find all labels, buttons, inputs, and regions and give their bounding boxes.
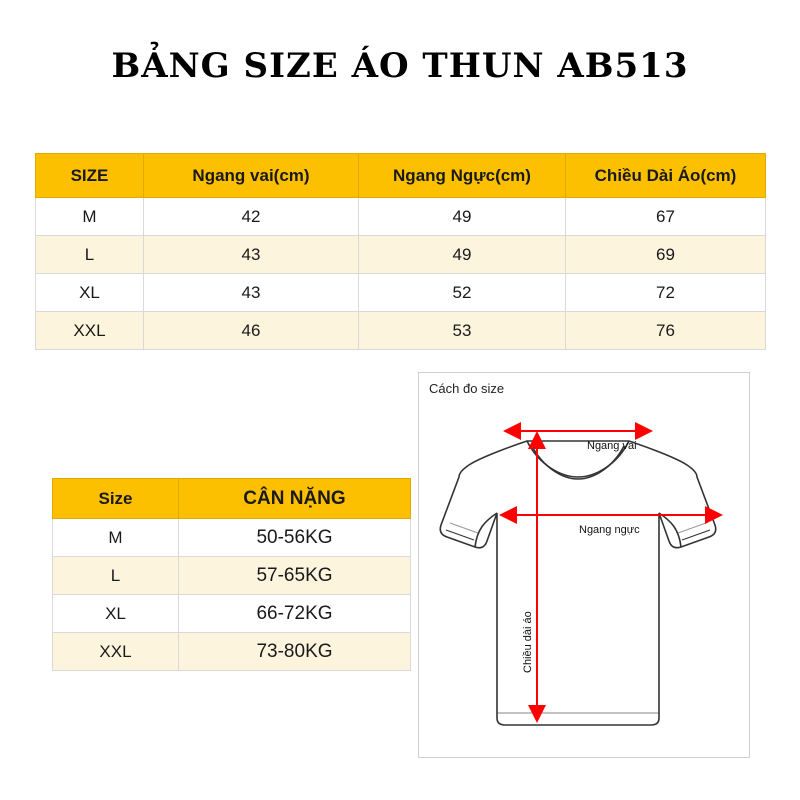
- cell-length: 69: [566, 236, 766, 274]
- cell-shoulder: 43: [144, 274, 359, 312]
- cell-size: XL: [36, 274, 144, 312]
- table-row: [53, 595, 411, 633]
- diagram-caption: Cách đo size: [429, 381, 505, 396]
- column-header-chest: Ngang Ngực(cm): [359, 154, 566, 198]
- cell-chest: 49: [359, 198, 566, 236]
- cell-length: 67: [566, 198, 766, 236]
- cell-weight: 73-80KG: [179, 633, 411, 671]
- cell-size: XL: [53, 595, 179, 633]
- measurement-diagram-panel: [418, 372, 750, 758]
- length-label: Chiều dài áo: [522, 611, 534, 673]
- table-row: [53, 519, 411, 557]
- cell-size: L: [53, 557, 179, 595]
- cell-length: 72: [566, 274, 766, 312]
- table-row: [36, 274, 766, 312]
- cell-chest: 52: [359, 274, 566, 312]
- column-header-size: Size: [53, 479, 179, 519]
- cell-chest: 53: [359, 312, 566, 350]
- cell-weight: 57-65KG: [179, 557, 411, 595]
- column-header-shoulder: Ngang vai(cm): [144, 154, 359, 198]
- tshirt-outline: [440, 441, 716, 725]
- weight-header-row: [53, 479, 411, 519]
- table-row: [53, 633, 411, 671]
- cell-shoulder: 42: [144, 198, 359, 236]
- cell-weight: 50-56KG: [179, 519, 411, 557]
- table-header-row: [36, 154, 766, 198]
- column-header-size: SIZE: [36, 154, 144, 198]
- table-row: [53, 557, 411, 595]
- weight-table: [52, 478, 411, 671]
- cell-size: XXL: [36, 312, 144, 350]
- table-row: [36, 236, 766, 274]
- cell-size: M: [36, 198, 144, 236]
- shoulder-label: Ngang vai: [587, 440, 637, 452]
- page-title: BẢNG SIZE ÁO THUN AB513: [111, 46, 689, 86]
- chest-label: Ngang ngực: [579, 524, 640, 536]
- cell-chest: 49: [359, 236, 566, 274]
- cell-size: M: [53, 519, 179, 557]
- cell-shoulder: 43: [144, 236, 359, 274]
- column-header-length: Chiều Dài Áo(cm): [566, 154, 766, 198]
- cell-shoulder: 46: [144, 312, 359, 350]
- table-row: [36, 312, 766, 350]
- column-header-weight: CÂN NẶNG: [179, 479, 411, 519]
- cell-weight: 66-72KG: [179, 595, 411, 633]
- table-row: [36, 198, 766, 236]
- cell-size: XXL: [53, 633, 179, 671]
- cell-length: 76: [566, 312, 766, 350]
- cell-size: L: [36, 236, 144, 274]
- size-table: [35, 153, 766, 350]
- tshirt-diagram: [419, 373, 751, 759]
